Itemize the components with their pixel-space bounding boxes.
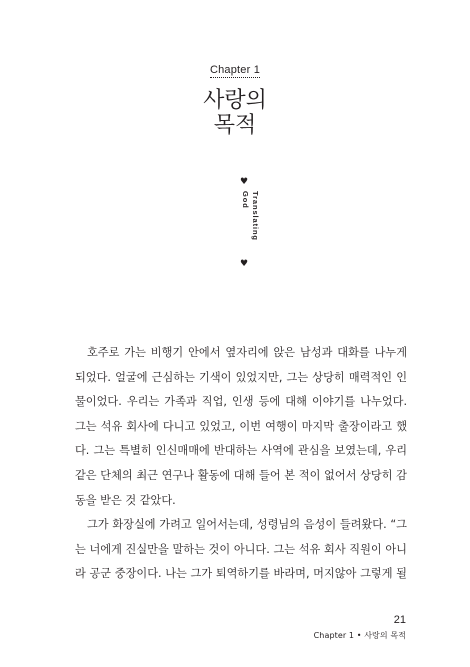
text-line: 같은 단체의 최근 연구나 활동에 대해 들어 본 적이 없어서 상당히 감 (75, 468, 407, 482)
text-line: 그는 석유 회사에 다니고 있었고, 이번 여행이 마지막 출장이라고 했 (75, 419, 407, 433)
chapter-title-line2: 목적 (213, 113, 257, 138)
paragraph-1 (75, 341, 407, 513)
text-line: 동을 받은 것 같았다. (75, 493, 176, 507)
text-line: 는 너에게 진실만을 말하는 것이 아니다. 그는 석유 회사 직원이 아니 (75, 542, 407, 556)
chapter-title-line1: 사랑의 (203, 88, 267, 113)
text-line: 되었다. 얼굴에 근심하는 기색이 있었지만, 그는 상당히 매력적인 인 (75, 370, 407, 384)
text-line: 다. 그는 특별히 인신매매에 반대하는 사역에 관심을 보였는데, 우리 (75, 444, 407, 458)
chapter-title (0, 88, 470, 138)
heart-icon: ♥ (240, 259, 249, 269)
chapter-label (0, 64, 470, 78)
text-line: 물이었다. 우리는 가족과 직업, 인생 등에 대해 이야기를 나누었다. (75, 395, 407, 409)
running-footer: Chapter 1 • 사랑의 목적 (313, 631, 406, 640)
book-title-vertical: Translating God (241, 191, 260, 241)
paragraph-2 (75, 513, 407, 587)
heart-icon: ♥ (240, 177, 249, 187)
text-line: 라 공군 중장이다. 나는 그가 퇴역하기를 바라며, 머지않아 그렇게 될 (75, 567, 407, 581)
chapter-number: Chapter 1 (209, 64, 261, 76)
page-number: 21 (393, 614, 406, 626)
text-line: 호주로 가는 비행기 안에서 옆자리에 앉은 남성과 대화를 나누게 (87, 346, 407, 359)
body-text (75, 341, 407, 587)
translating-god-ornament (236, 177, 260, 270)
text-line: 그가 화장실에 가려고 일어서는데, 성령님의 음성이 들려왔다. “그 (87, 518, 407, 532)
